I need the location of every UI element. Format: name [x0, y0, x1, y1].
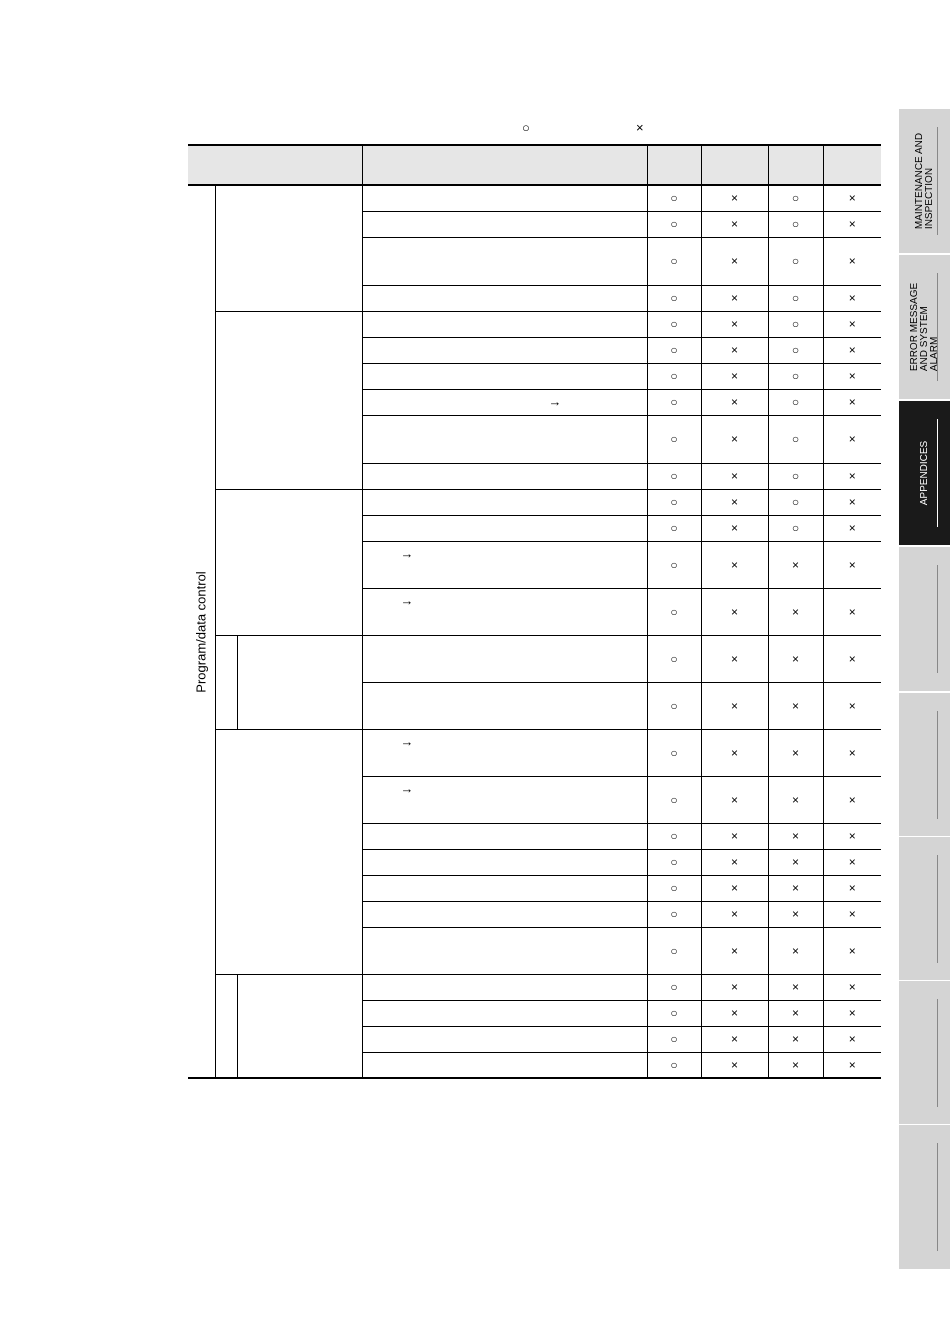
support-mark: ○ — [768, 311, 823, 337]
row-description — [362, 1000, 647, 1026]
legend-supported-symbol: ○ — [522, 120, 530, 135]
function-support-table — [188, 144, 881, 1079]
support-mark: × — [823, 389, 881, 415]
support-mark: ○ — [768, 337, 823, 363]
tab-divider — [937, 855, 938, 963]
support-mark: × — [823, 237, 881, 285]
support-mark: ○ — [647, 823, 701, 849]
support-mark: × — [823, 776, 881, 823]
support-mark: ○ — [647, 337, 701, 363]
support-mark: × — [701, 541, 768, 588]
row-description — [362, 211, 647, 237]
support-mark: ○ — [647, 1026, 701, 1052]
row-description — [362, 489, 647, 515]
header-cell-description — [362, 145, 647, 185]
group-cell — [215, 729, 362, 974]
support-mark: × — [823, 729, 881, 776]
row-description — [362, 389, 647, 415]
support-mark: × — [701, 389, 768, 415]
table-row — [188, 311, 881, 337]
support-mark: × — [768, 1052, 823, 1078]
group-cell — [215, 489, 362, 635]
support-mark: × — [701, 823, 768, 849]
support-mark: ○ — [647, 927, 701, 974]
support-mark: × — [701, 875, 768, 901]
support-mark: × — [823, 875, 881, 901]
support-mark: × — [701, 337, 768, 363]
row-description — [362, 588, 647, 635]
subgroup-cell — [237, 974, 362, 1078]
row-description — [362, 337, 647, 363]
support-mark: × — [823, 588, 881, 635]
support-mark: ○ — [647, 489, 701, 515]
group-cell — [215, 185, 362, 311]
header-cell-function — [188, 145, 362, 185]
support-mark: × — [768, 974, 823, 1000]
side-tab-label: ERROR MESSAGE AND SYSTEM ALARM — [908, 282, 940, 372]
arrow-icon: → — [400, 545, 414, 561]
support-mark: × — [768, 1026, 823, 1052]
side-tab-4[interactable] — [899, 546, 950, 691]
row-description — [362, 285, 647, 311]
side-tab-label: APPENDICES — [918, 440, 930, 506]
support-mark: × — [823, 823, 881, 849]
row-description — [362, 849, 647, 875]
row-description — [362, 635, 647, 682]
tab-divider — [937, 127, 938, 235]
support-mark: × — [701, 311, 768, 337]
support-mark: × — [823, 211, 881, 237]
row-description — [362, 901, 647, 927]
header-cell-col1 — [647, 145, 701, 185]
support-mark: × — [823, 489, 881, 515]
support-mark: × — [768, 849, 823, 875]
support-mark: ○ — [768, 463, 823, 489]
support-mark: × — [823, 541, 881, 588]
table-row — [188, 729, 881, 776]
support-mark: × — [823, 337, 881, 363]
row-description — [362, 729, 647, 776]
side-tab-1[interactable] — [899, 108, 950, 253]
arrow-icon: → — [400, 592, 414, 608]
support-mark: × — [823, 901, 881, 927]
row-description — [362, 927, 647, 974]
row-description — [362, 875, 647, 901]
support-mark: × — [701, 635, 768, 682]
support-mark: × — [701, 682, 768, 729]
support-mark: × — [701, 285, 768, 311]
support-mark: ○ — [647, 515, 701, 541]
header-cell-col4 — [823, 145, 881, 185]
support-mark: ○ — [647, 389, 701, 415]
category-cell — [188, 185, 215, 1078]
support-mark: × — [823, 1026, 881, 1052]
support-mark: ○ — [647, 588, 701, 635]
support-mark: × — [701, 776, 768, 823]
support-mark: ○ — [768, 237, 823, 285]
support-mark: ○ — [768, 363, 823, 389]
support-mark: × — [701, 588, 768, 635]
tab-divider — [937, 711, 938, 819]
row-description — [362, 541, 647, 588]
side-tab-7[interactable] — [899, 980, 950, 1125]
support-mark: ○ — [647, 974, 701, 1000]
support-mark: × — [823, 682, 881, 729]
group-indent-cell — [215, 974, 237, 1078]
tab-divider — [937, 1143, 938, 1251]
arrow-icon: → — [400, 733, 414, 749]
support-mark: × — [701, 515, 768, 541]
support-mark: × — [768, 682, 823, 729]
support-mark: × — [701, 489, 768, 515]
support-mark: × — [768, 776, 823, 823]
support-mark: ○ — [647, 211, 701, 237]
support-mark: × — [823, 927, 881, 974]
category-label: Program/data control — [193, 570, 209, 693]
support-mark: ○ — [647, 635, 701, 682]
arrow-icon: → — [400, 780, 414, 796]
support-mark: × — [823, 311, 881, 337]
side-tab-5[interactable] — [899, 692, 950, 837]
support-mark: ○ — [647, 729, 701, 776]
support-mark: × — [823, 185, 881, 211]
row-description — [362, 823, 647, 849]
table-row — [188, 635, 881, 682]
support-mark: ○ — [768, 285, 823, 311]
support-mark: × — [768, 927, 823, 974]
support-mark: × — [768, 541, 823, 588]
tab-divider — [937, 999, 938, 1107]
row-description — [362, 682, 647, 729]
group-indent-cell — [215, 635, 237, 729]
support-mark: ○ — [647, 311, 701, 337]
tab-divider — [937, 565, 938, 673]
support-mark: ○ — [647, 901, 701, 927]
support-mark: × — [768, 635, 823, 682]
support-mark: ○ — [768, 389, 823, 415]
support-mark: × — [823, 363, 881, 389]
row-description — [362, 415, 647, 463]
support-mark: × — [823, 415, 881, 463]
support-mark: ○ — [647, 237, 701, 285]
row-description — [362, 776, 647, 823]
support-mark: × — [701, 463, 768, 489]
support-mark: ○ — [768, 211, 823, 237]
support-mark: × — [701, 927, 768, 974]
support-mark: × — [768, 1000, 823, 1026]
support-mark: ○ — [647, 1000, 701, 1026]
arrow-icon: → — [548, 393, 562, 409]
support-mark: ○ — [647, 875, 701, 901]
legend-unsupported-symbol: × — [636, 120, 644, 135]
support-mark: × — [701, 211, 768, 237]
support-mark: × — [768, 729, 823, 776]
support-mark: ○ — [647, 776, 701, 823]
support-mark: ○ — [768, 185, 823, 211]
support-mark: × — [768, 588, 823, 635]
row-description — [362, 974, 647, 1000]
tab-divider — [937, 419, 938, 527]
side-tab-2[interactable] — [899, 254, 950, 399]
support-mark: ○ — [647, 849, 701, 875]
support-mark: × — [701, 974, 768, 1000]
group-cell — [215, 311, 362, 489]
support-mark: × — [823, 635, 881, 682]
table-row — [188, 489, 881, 515]
row-description — [362, 463, 647, 489]
side-tab-8[interactable] — [899, 1124, 950, 1269]
side-tab-6[interactable] — [899, 836, 950, 981]
row-description — [362, 1026, 647, 1052]
support-mark: × — [701, 363, 768, 389]
support-mark: × — [823, 463, 881, 489]
support-mark: × — [701, 185, 768, 211]
support-mark: ○ — [647, 1052, 701, 1078]
row-description — [362, 237, 647, 285]
side-tab-3[interactable] — [899, 400, 950, 545]
support-mark: × — [768, 901, 823, 927]
header-cell-col3 — [768, 145, 823, 185]
support-mark: × — [701, 849, 768, 875]
support-mark: × — [701, 415, 768, 463]
support-mark: ○ — [768, 415, 823, 463]
support-mark: ○ — [647, 541, 701, 588]
table-row — [188, 974, 881, 1000]
support-mark: × — [823, 849, 881, 875]
support-mark: ○ — [647, 285, 701, 311]
support-mark: × — [701, 1026, 768, 1052]
row-description — [362, 515, 647, 541]
support-mark: × — [701, 237, 768, 285]
support-mark: × — [823, 515, 881, 541]
row-description — [362, 311, 647, 337]
header-cell-col2 — [701, 145, 768, 185]
support-mark: ○ — [768, 515, 823, 541]
support-mark: × — [823, 974, 881, 1000]
support-mark: ○ — [768, 489, 823, 515]
support-mark: ○ — [647, 415, 701, 463]
table-header-row — [188, 145, 881, 185]
support-mark: × — [823, 285, 881, 311]
support-mark: ○ — [647, 185, 701, 211]
support-mark: × — [701, 1000, 768, 1026]
support-mark: × — [823, 1052, 881, 1078]
support-mark: × — [823, 1000, 881, 1026]
support-mark: × — [768, 875, 823, 901]
row-description — [362, 185, 647, 211]
side-tab-label: MAINTENANCE AND INSPECTION — [913, 132, 935, 230]
support-mark: × — [701, 1052, 768, 1078]
table-row — [188, 185, 881, 211]
support-mark: ○ — [647, 463, 701, 489]
subgroup-cell — [237, 635, 362, 729]
row-description — [362, 363, 647, 389]
row-description — [362, 1052, 647, 1078]
support-mark: × — [768, 823, 823, 849]
support-mark: × — [701, 901, 768, 927]
support-mark: ○ — [647, 682, 701, 729]
support-mark: × — [701, 729, 768, 776]
support-mark: ○ — [647, 363, 701, 389]
